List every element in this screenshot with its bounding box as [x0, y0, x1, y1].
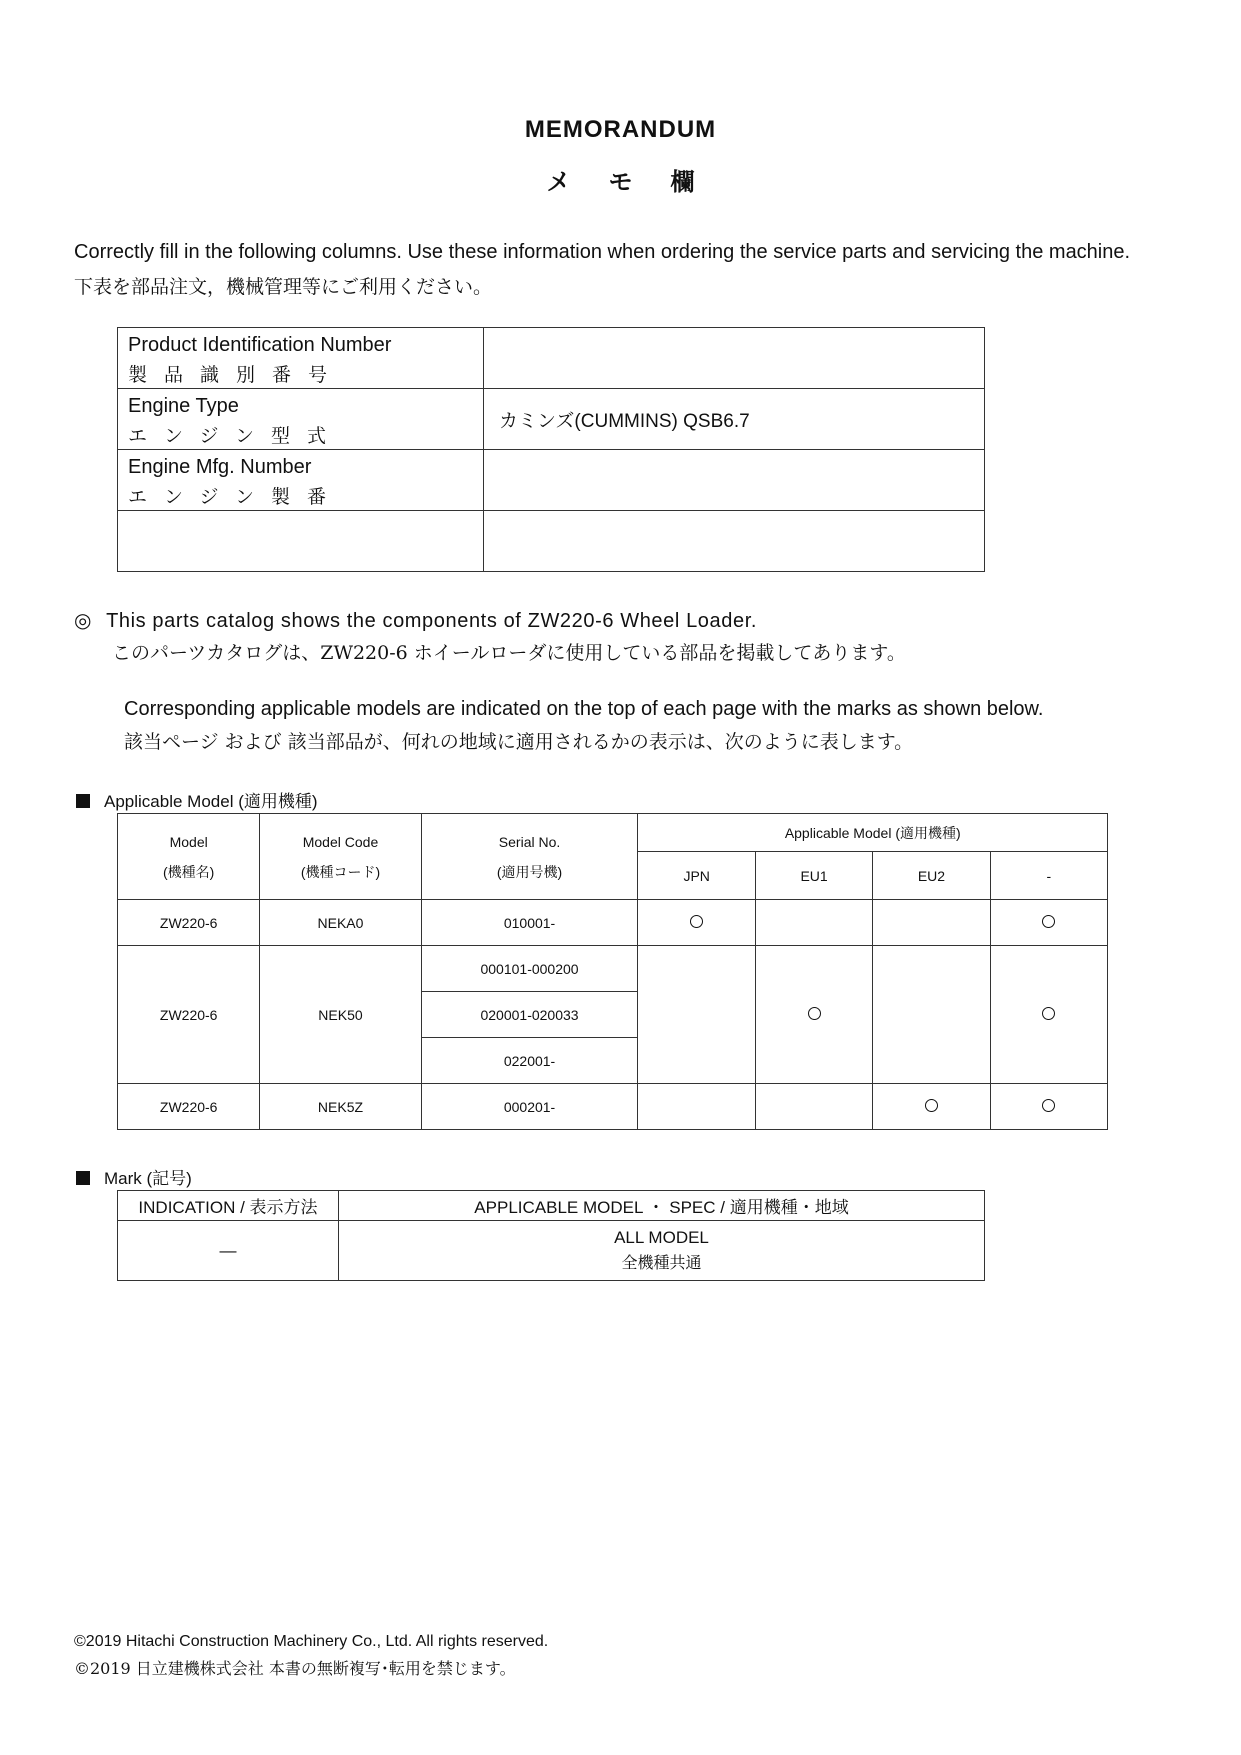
- circle-mark-icon: [925, 1099, 938, 1112]
- mark-heading: [76, 1164, 192, 1189]
- region-cell: [873, 900, 990, 946]
- table-row: [118, 1084, 1108, 1130]
- region-cell: [873, 946, 990, 1084]
- memo-label-en: Engine Mfg. Number: [128, 456, 312, 478]
- model-cell: ZW220-6: [118, 900, 260, 946]
- region-cell: [638, 946, 755, 1084]
- region-jpn-header: JPN: [638, 852, 755, 900]
- circle-mark-icon: [808, 1007, 821, 1020]
- region-cell: [755, 900, 872, 946]
- serial-cell: 022001-: [421, 1038, 638, 1084]
- memo-blank-field[interactable]: [484, 511, 985, 572]
- serial-cell: 010001-: [421, 900, 638, 946]
- region-cell: [990, 900, 1107, 946]
- all-model-en: ALL MODEL: [614, 1228, 709, 1247]
- model-header: [118, 814, 260, 900]
- memo-table: [117, 327, 985, 572]
- region-eu2-header: EU2: [873, 852, 990, 900]
- region-cell: [990, 1084, 1107, 1130]
- double-circle-icon: ◎: [74, 608, 93, 632]
- all-model-cell: [339, 1221, 985, 1281]
- square-bullet-icon: [76, 1171, 90, 1185]
- region-eu1-header: EU1: [755, 852, 872, 900]
- applicable-note: Corresponding applicable models are indicated on the top of each page with the marks as shown below.: [124, 698, 1044, 720]
- table-header-row: [118, 1191, 985, 1221]
- region-cell: [638, 1084, 755, 1130]
- model-cell: ZW220-6: [118, 1084, 260, 1130]
- region-cell: [873, 1084, 990, 1130]
- table-row: [118, 900, 1108, 946]
- applicable-model-table: [117, 813, 1108, 1130]
- applicable-note-jp: 該当ページ および 該当部品が、何れの地域に適用されるかの表示は、次のように表します。: [124, 731, 914, 753]
- table-header-row: [118, 814, 1108, 852]
- applicable-model-heading: [76, 787, 318, 812]
- mark-table: [117, 1190, 985, 1281]
- serial-header: [421, 814, 638, 900]
- circle-mark-icon: [1042, 915, 1055, 928]
- indication-header: INDICATION / 表示方法: [118, 1191, 339, 1221]
- memo-label-en: Product Identification Number: [128, 334, 392, 356]
- memo-label-cell: [118, 328, 484, 389]
- circle-mark-icon: [1042, 1099, 1055, 1112]
- page-title: MEMORANDUM: [524, 116, 717, 143]
- indication-cell: —: [118, 1221, 339, 1281]
- table-row: [118, 450, 985, 511]
- catalog-note: [74, 608, 757, 633]
- page-subtitle: メモ欄: [546, 167, 733, 196]
- memo-label-cell: [118, 389, 484, 450]
- engine-type-field[interactable]: カミンズ(CUMMINS) QSB6.7: [484, 389, 985, 450]
- table-row: [118, 1221, 985, 1281]
- memo-label-jp: エンジン製番: [128, 486, 344, 508]
- region-cell: [638, 900, 755, 946]
- serial-cell: 000101-000200: [421, 946, 638, 992]
- applicable-header: Applicable Model (適用機種): [638, 814, 1108, 852]
- region-cell: [755, 1084, 872, 1130]
- table-row: [118, 511, 985, 572]
- memo-blank-label[interactable]: [118, 511, 484, 572]
- memo-label-cell: [118, 450, 484, 511]
- model-code-cell: NEKA0: [260, 900, 421, 946]
- circle-mark-icon: [690, 915, 703, 928]
- model-header-en: Model: [169, 833, 208, 850]
- serial-header-en: Serial No.: [498, 833, 561, 850]
- catalog-note-text: This parts catalog shows the components of ZW220-6 Wheel Loader.: [106, 610, 758, 632]
- serial-header-jp: (適用号機): [496, 863, 563, 880]
- catalog-note-jp: このパーツカタログは、ZW220-6 ホイールローダに使用している部品を掲載してあります。: [112, 642, 906, 664]
- table-row: [118, 389, 985, 450]
- model-code-header-jp: (機種コード): [300, 863, 381, 880]
- region-cell: [990, 946, 1107, 1084]
- model-code-cell: NEK50: [260, 946, 421, 1084]
- memo-label-jp: 製品識別番号: [128, 364, 345, 386]
- model-code-cell: NEK5Z: [260, 1084, 421, 1130]
- mark-heading-text: Mark (記号): [104, 1169, 192, 1188]
- serial-cell: 020001-020033: [421, 992, 638, 1038]
- intro-text: Correctly fill in the following columns. Use these information when ordering the service parts and servicing the machine.: [74, 241, 1131, 263]
- copyright: ©2019 Hitachi Construction Machinery Co., Ltd. All rights reserved.: [74, 1633, 549, 1650]
- product-id-field[interactable]: [484, 328, 985, 389]
- memo-label-en: Engine Type: [128, 395, 239, 417]
- region-cell: [755, 946, 872, 1084]
- memo-label-jp: エンジン型式: [128, 425, 344, 447]
- table-row: [118, 328, 985, 389]
- copyright-jp: ©2019 日立建機株式会社 本書の無断複写･転用を禁じます。: [74, 1659, 516, 1678]
- region-other-header: -: [990, 852, 1107, 900]
- model-code-header-en: Model Code: [302, 833, 379, 850]
- applicable-model-heading-text: Applicable Model (適用機種): [104, 792, 318, 811]
- serial-cell: 000201-: [421, 1084, 638, 1130]
- intro-text-jp: 下表を部品注文，機械管理等にご利用ください。: [74, 276, 493, 298]
- engine-mfg-number-field[interactable]: [484, 450, 985, 511]
- model-cell: ZW220-6: [118, 946, 260, 1084]
- applicable-spec-header: APPLICABLE MODEL ・ SPEC / 適用機種・地域: [339, 1191, 985, 1221]
- model-code-header: [260, 814, 421, 900]
- model-header-jp: (機種名): [163, 863, 215, 880]
- square-bullet-icon: [76, 794, 90, 808]
- all-model-jp: 全機種共通: [621, 1253, 702, 1272]
- circle-mark-icon: [1042, 1007, 1055, 1020]
- table-row: [118, 946, 1108, 992]
